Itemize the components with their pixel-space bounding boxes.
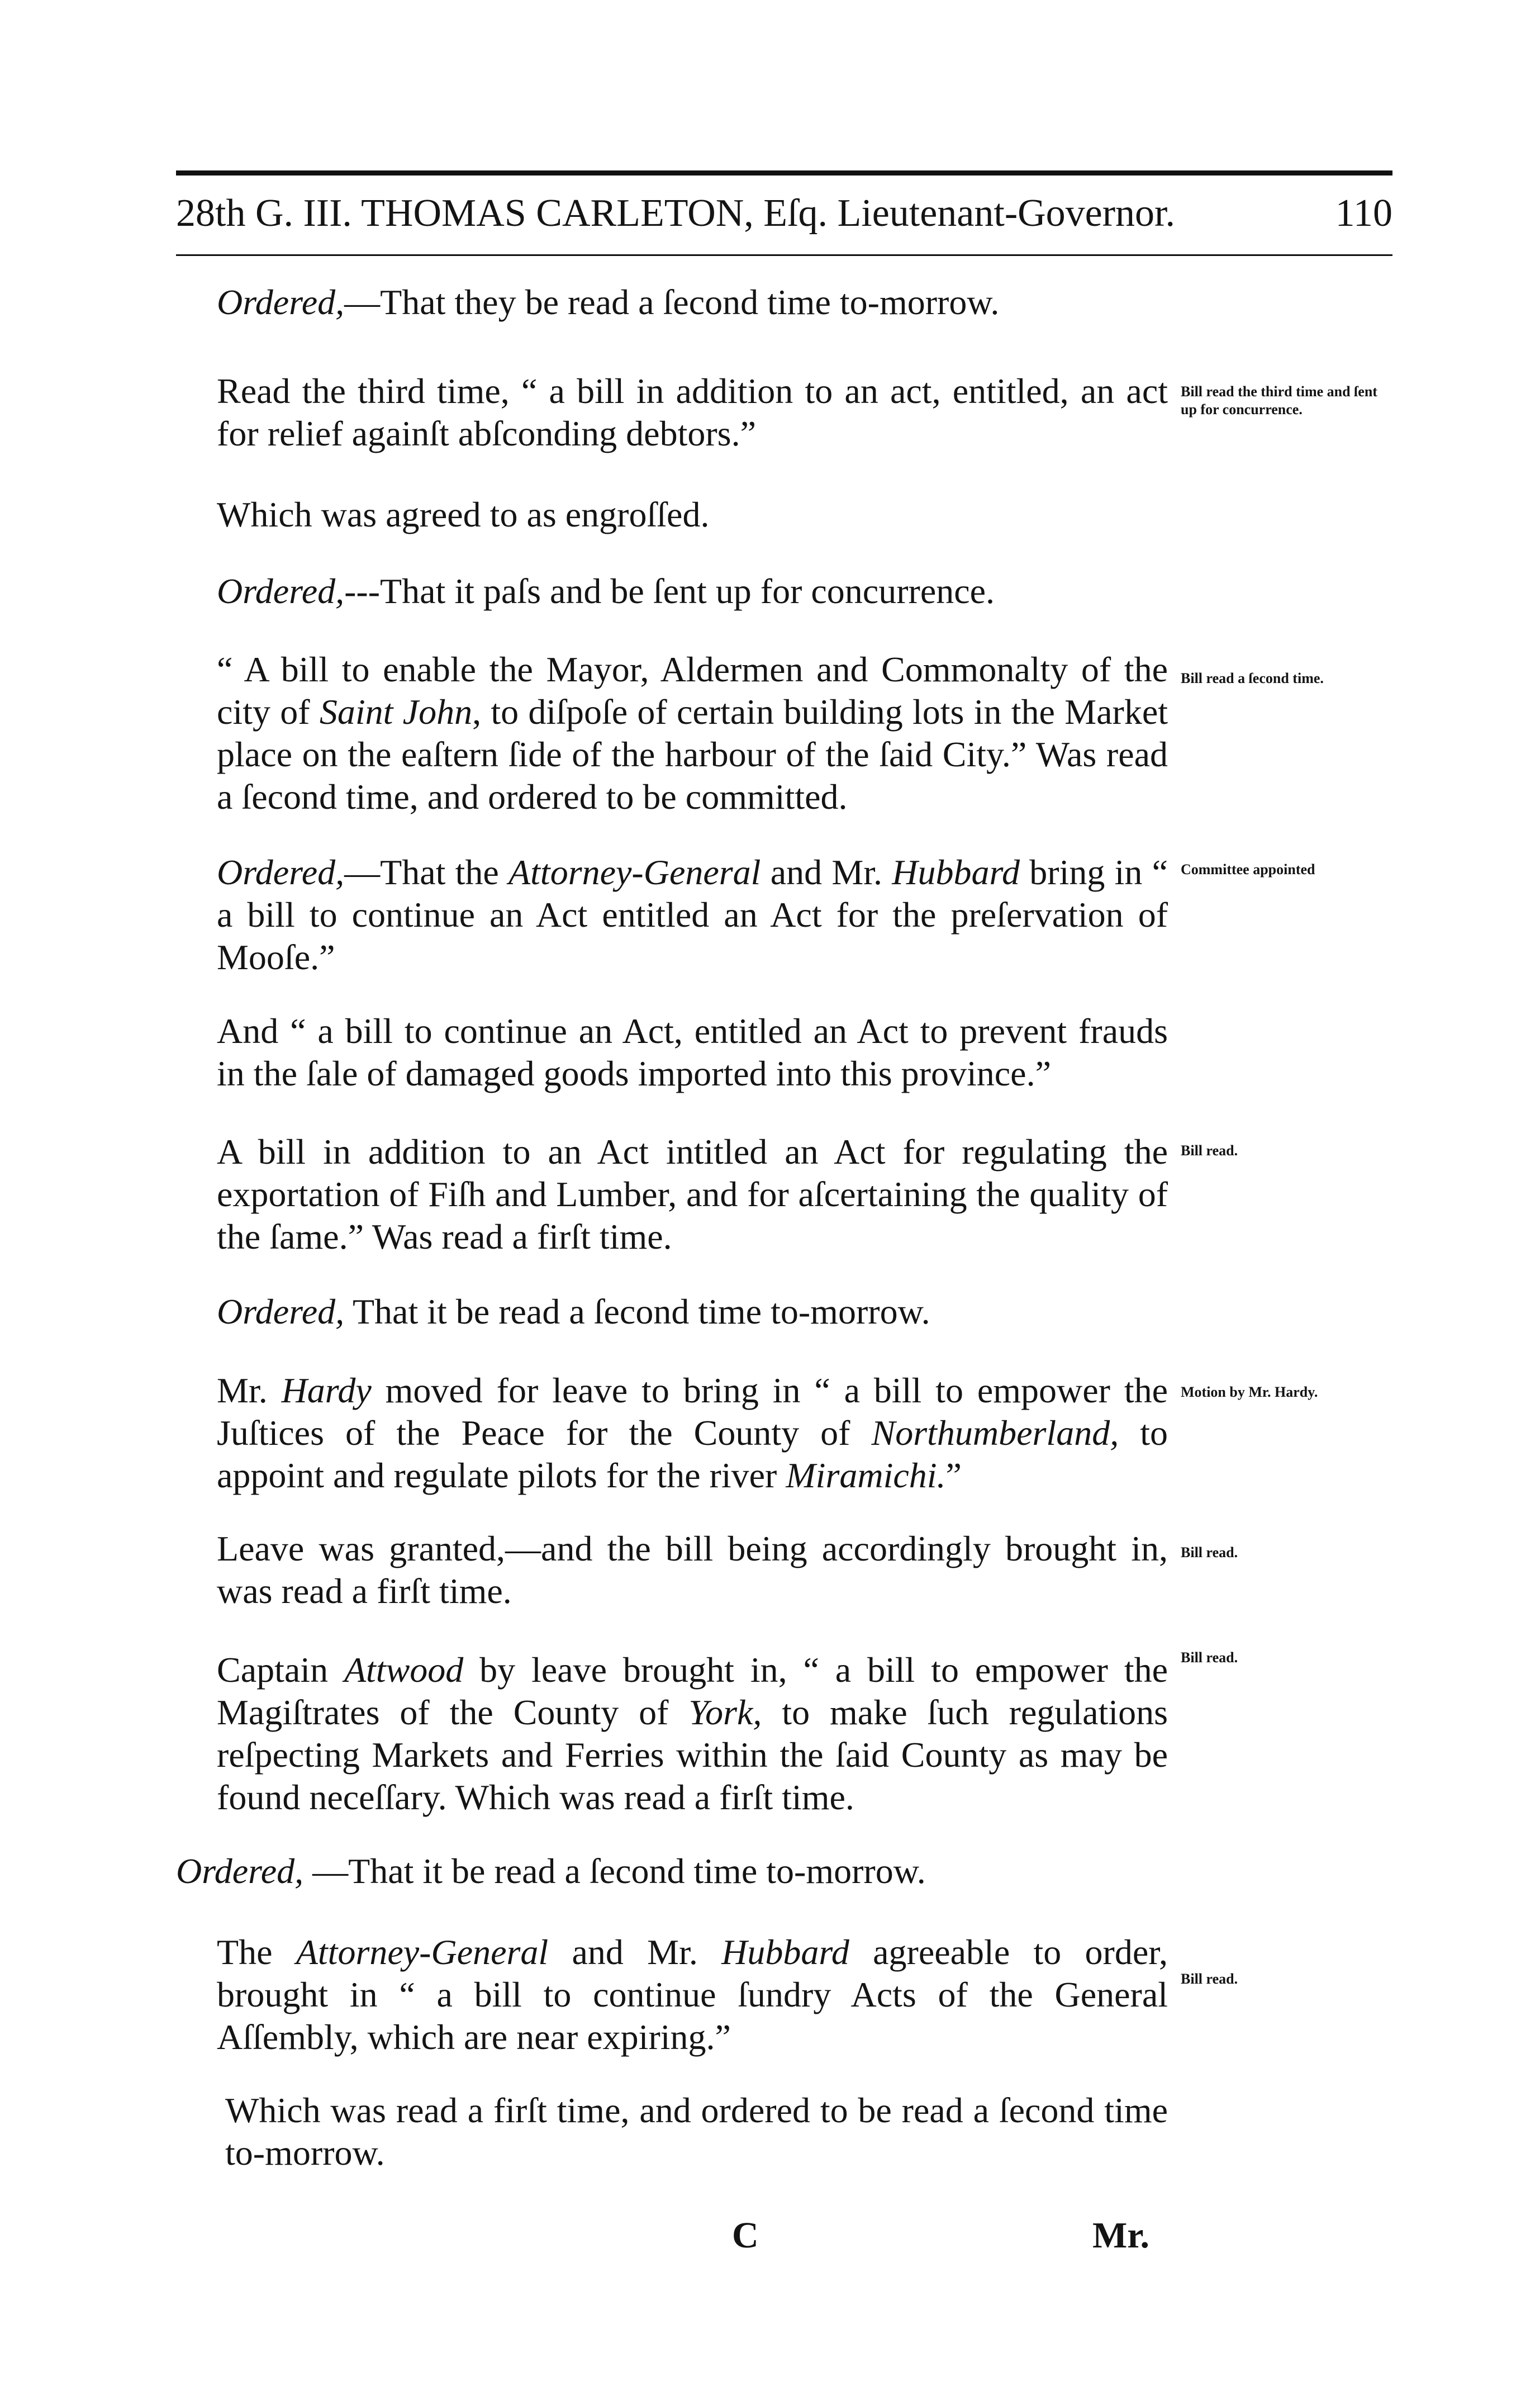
header-rule-bottom (176, 254, 1392, 256)
person-name: Hardy (281, 1370, 372, 1410)
marginal-note-3: Committee appointed (1181, 861, 1315, 878)
ordered-label: Ordered, (217, 1292, 345, 1331)
ordered-label: Ordered, (217, 571, 345, 611)
paragraph-7 (176, 1010, 1168, 1095)
marginal-note-2: Bill read a ſecond time. (1181, 670, 1324, 686)
header-rule-top (176, 170, 1392, 176)
marginal-note-8: Bill read. (1181, 1971, 1238, 1987)
paragraph-text: and Mr. (548, 1932, 722, 1972)
paragraph-text: to make ſuch regulations reſpecting Markets and Ferries within the ſaid County as may be found neceſſary. Which was read a firſt time. (217, 1692, 1168, 1817)
paragraph-text: That it be read a ſecond time to-morrow. (344, 1292, 930, 1331)
paragraph-text: —That they be read a ſecond time to-morrow. (344, 282, 1000, 322)
marginal-note-7: Bill read. (1181, 1649, 1238, 1666)
paragraph-1 (176, 281, 1168, 324)
person-name: Attwood (344, 1650, 464, 1690)
paragraph-3 (176, 494, 1168, 536)
place-name: York, (688, 1692, 762, 1732)
paragraph-text: A bill in addition to an Act intitled an Act for regulating the exportation of Fiſh and Lumber, and for aſcertaining the quality of the ſame.” Was read a firſt time. (217, 1132, 1168, 1256)
person-name: Hubbard (721, 1932, 849, 1972)
paragraph-text: Which was read a firſt time, and ordered to be read a ſecond time to-morrow. (225, 2090, 1168, 2173)
paragraph-text: to appoint and regulate pilots for the river (217, 1413, 1168, 1495)
ordered-label: Ordered, (176, 1851, 304, 1891)
paragraph-8 (176, 1131, 1168, 1258)
paragraph-14 (176, 1931, 1168, 2059)
paragraph-text: The (217, 1932, 296, 1972)
running-header (176, 180, 1392, 247)
place-name: Miramichi. (786, 1455, 946, 1495)
person-name: Attorney-General (296, 1932, 549, 1972)
marginal-note-5: Motion by Mr. Hardy. (1181, 1384, 1318, 1400)
paragraph-text: Which was agreed to as engroſſed. (217, 495, 710, 534)
paragraph-15 (176, 2089, 1168, 2174)
paragraph-10 (176, 1369, 1168, 1497)
paragraph-text: —That it be read a ſecond time to-morrow. (303, 1851, 926, 1891)
signature-mark: C (732, 2215, 759, 2256)
catchword: Mr. (1092, 2215, 1150, 2256)
ordered-label: Ordered, (217, 852, 345, 892)
paragraph-text: —That the (344, 852, 509, 892)
paragraph-text: and Mr. (761, 852, 892, 892)
marginal-note-6: Bill read. (1181, 1544, 1238, 1561)
ordered-label: Ordered, (217, 282, 345, 322)
paragraph-9 (176, 1291, 1168, 1333)
paragraph-text: Read the third time, “ a bill in addition to an act, entitled, an act for relief againſt abſconding debtors.” (217, 371, 1168, 453)
paragraph-11 (176, 1528, 1168, 1613)
paragraph-2 (176, 370, 1168, 455)
place-name: Saint John (319, 692, 473, 732)
paragraph-text: “ A bill to enable the Mayor, Aldermen and Commonalty of the city of (217, 649, 1168, 732)
marginal-note-1: Bill read the third time and ſent up for concurrence. (1181, 383, 1377, 418)
paragraph-text: Mr. (217, 1370, 282, 1410)
paragraph-text: ---That it paſs and be ſent up for concurrence. (344, 571, 995, 611)
marginal-note-4: Bill read. (1181, 1142, 1238, 1159)
paragraph-text: And “ a bill to continue an Act, entitled an Act to prevent frauds in the ſale of damaged goods imported into this province.” (217, 1011, 1168, 1093)
paragraph-13 (176, 1850, 1168, 1893)
header-title: 28th G. III. THOMAS CARLETON, Eſq. Lieutenant-Governor. (176, 192, 1176, 235)
person-name: Hubbard (892, 852, 1020, 892)
paragraph-5 (176, 648, 1168, 818)
paragraph-text: agreeable to order, brought in “ a bill to continue ſundry Acts of the General Aſſembly, which are near expiring.” (217, 1932, 1168, 2057)
page-number: 110 (1335, 192, 1392, 235)
paragraph-4 (176, 570, 1168, 613)
paragraph-text: Captain (217, 1650, 344, 1690)
place-name: Northumberland, (871, 1413, 1119, 1453)
paragraph-12 (176, 1649, 1168, 1819)
paragraph-text: ” (945, 1455, 962, 1495)
person-name: Attorney-General (508, 852, 761, 892)
paragraph-text: moved for leave to bring in “ a bill to empower the Juſtices of the Peace for the County of (217, 1370, 1168, 1453)
paragraph-text: by leave brought in, “ a bill to empower the Magiſtrates of the County of (217, 1650, 1168, 1732)
paragraph-text: , to diſpoſe of certain building lots in the Market place on the eaſtern ſide of the harbour of the ſaid City.” Was read a ſecond time, and ordered to be committed. (217, 692, 1168, 817)
paragraph-6 (176, 851, 1168, 979)
paragraph-text: Leave was granted,—and the bill being accordingly brought in, was read a firſt time. (217, 1529, 1168, 1611)
paragraph-text: bring in “ a bill to continue an Act entitled an Act for the preſervation of Mooſe.” (217, 852, 1168, 977)
